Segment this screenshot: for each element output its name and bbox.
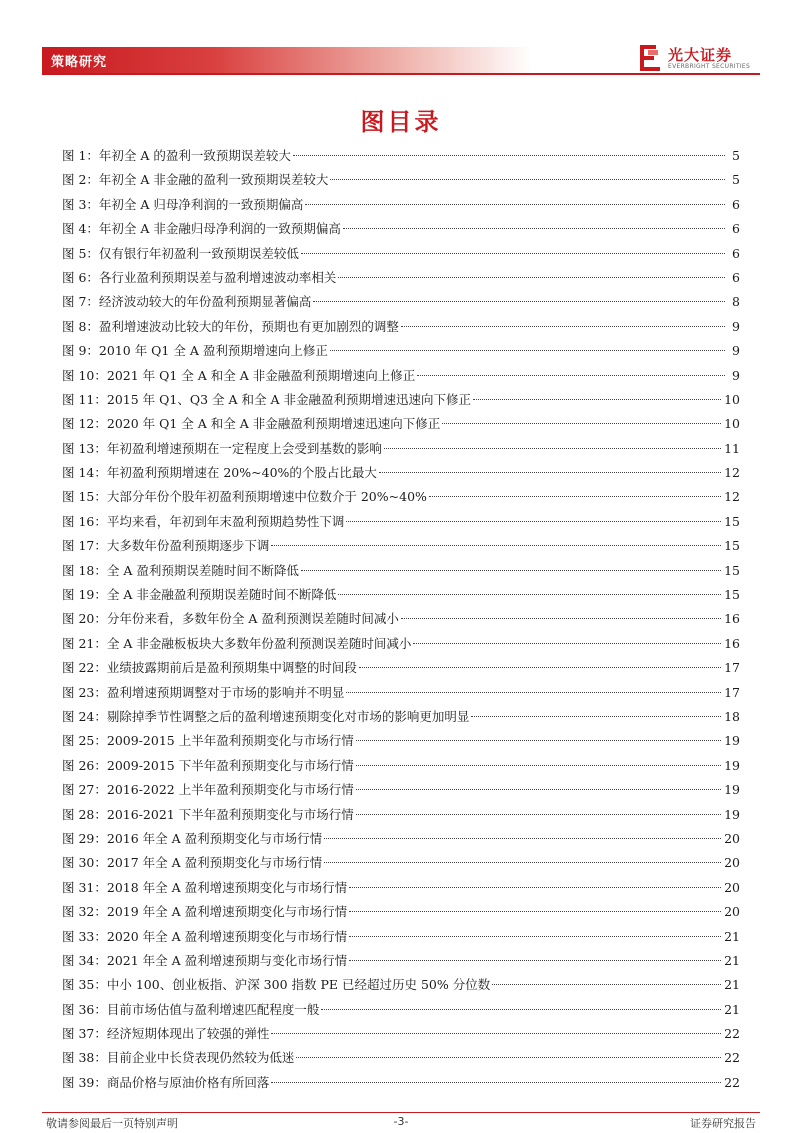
toc-dot-leader [384, 448, 721, 449]
toc-entry-page: 11 [724, 440, 740, 456]
toc-entry-label: 图 29：2016 年全 A 盈利预期变化与市场行情 [62, 830, 323, 846]
toc-entry[interactable] [62, 1071, 740, 1095]
toc-entry-page: 19 [724, 733, 740, 749]
footer-rule [42, 1112, 760, 1113]
toc-dot-leader [343, 228, 725, 229]
toc-entry[interactable] [62, 803, 740, 827]
toc-entry[interactable] [62, 754, 740, 778]
toc-dot-leader [356, 765, 721, 766]
toc-entry[interactable] [62, 461, 740, 485]
toc-entry-label: 图 1：年初全 A 的盈利一致预期误差较大 [62, 148, 291, 163]
toc-entry[interactable] [62, 851, 740, 875]
toc-entry[interactable] [62, 998, 740, 1022]
toc-entry[interactable] [62, 1046, 740, 1070]
toc-entry-page: 21 [724, 1001, 740, 1017]
toc-entry-page: 15 [724, 587, 740, 603]
toc-entry-page: 17 [724, 684, 740, 700]
toc-entry[interactable] [62, 144, 740, 168]
toc-entry[interactable] [62, 583, 740, 607]
toc-dot-leader [401, 326, 725, 327]
toc-entry-label: 图 17：大多数年份盈利预期逐步下调 [62, 538, 270, 554]
toc-entry-label: 图 21：全 A 非金融板板块大多数年份盈利预测误差随时间减小 [62, 635, 412, 651]
toc-entry-label: 图 35：中小 100、创业板指、沪深 300 指数 PE 已经超过历史 50% 分位数 [62, 977, 491, 993]
toc-entry-label: 图 23：盈利增速预期调整对于市场的影响并不明显 [62, 684, 345, 700]
toc-entry[interactable] [62, 705, 740, 729]
toc-entry-page: 9 [732, 367, 740, 383]
toc-dot-leader [356, 814, 721, 815]
toc-dot-leader [471, 716, 721, 717]
toc-entry-page: 10 [724, 416, 740, 432]
toc-entry-page: 5 [732, 148, 740, 163]
toc-entry-label: 图 36：目前市场估值与盈利增速匹配程度一般 [62, 1001, 320, 1017]
toc-entry-page: 16 [724, 611, 740, 627]
toc-entry-page: 18 [724, 708, 740, 724]
toc-entry-page: 15 [724, 562, 740, 578]
toc-entry-page: 15 [724, 513, 740, 529]
toc-dot-leader [379, 472, 721, 473]
toc-entry-page: 21 [724, 977, 740, 993]
toc-entry-page: 19 [724, 757, 740, 773]
toc-entry-label: 图 12：2020 年 Q1 全 A 和全 A 非金融盈利预期增速迅速向下修正 [62, 416, 441, 432]
toc-entry[interactable] [62, 973, 740, 997]
everbright-logo-icon [638, 44, 662, 72]
toc-entry-page: 8 [732, 294, 740, 310]
toc-dot-leader [301, 253, 725, 254]
toc-entry-label: 图 8：盈利增速波动比较大的年份，预期也有更加剧烈的调整 [62, 318, 399, 334]
toc-dot-leader [338, 594, 721, 595]
toc-entry-label: 图 3：年初全 A 归母净利润的一致预期偏高 [62, 196, 304, 212]
toc-entry[interactable] [62, 168, 740, 192]
toc-entry-label: 图 20：分年份来看，多数年份全 A 盈利预测误差随时间减小 [62, 611, 399, 627]
toc-entry[interactable] [62, 534, 740, 558]
toc-dot-leader [429, 496, 721, 497]
toc-dot-leader [324, 862, 721, 863]
toc-entry[interactable] [62, 876, 740, 900]
toc-entry-page: 12 [724, 465, 740, 481]
toc-entry-page: 16 [724, 635, 740, 651]
toc-entry-label: 图 38：目前企业中长贷表现仍然较为低迷 [62, 1050, 295, 1066]
logo-text-cn: 光大证券 [668, 46, 733, 64]
toc-entry-label: 图 4：年初全 A 非金融归母净利润的一致预期偏高 [62, 221, 341, 237]
toc-entry-label: 图 6：各行业盈利预期误差与盈利增速波动率相关 [62, 269, 337, 285]
toc-entry[interactable] [62, 364, 740, 388]
toc-dot-leader [271, 1082, 721, 1083]
toc-entry-page: 15 [724, 538, 740, 554]
toc-entry-page: 6 [732, 245, 740, 261]
toc-dot-leader [356, 740, 721, 741]
footer-report-type: 证券研究报告 [690, 1117, 756, 1130]
toc-entry-page: 6 [732, 196, 740, 212]
toc-dot-leader [293, 155, 725, 156]
toc-entry[interactable] [62, 729, 740, 753]
toc-entry-label: 图 10：2021 年 Q1 全 A 和全 A 非金融盈利预期增速向上修正 [62, 367, 416, 383]
toc-dot-leader [330, 350, 725, 351]
toc-entry-label: 图 14：年初盈利预期增速在 20%~40%的个股占比最大 [62, 465, 377, 481]
toc-entry-label: 图 18：全 A 盈利预期误差随时间不断降低 [62, 562, 299, 578]
toc-dot-leader [271, 1033, 721, 1034]
toc-entry-page: 22 [724, 1074, 740, 1090]
toc-entry[interactable] [62, 412, 740, 436]
toc-entry-label: 图 31：2018 年全 A 盈利增速预期变化与市场行情 [62, 879, 348, 895]
toc-entry-label: 图 22：业绩披露期前后是盈利预期集中调整的时间段 [62, 660, 357, 676]
toc-dot-leader [349, 936, 721, 937]
toc-entry-page: 20 [724, 879, 740, 895]
toc-dot-leader [442, 423, 721, 424]
toc-entry[interactable] [62, 242, 740, 266]
toc-entry-label: 图 7：经济波动较大的年份盈利预期显著偏高 [62, 294, 312, 310]
toc-entry-page: 20 [724, 904, 740, 920]
toc-dot-leader [349, 911, 721, 912]
toc-entry-label: 图 30：2017 年全 A 盈利预期变化与市场行情 [62, 855, 323, 871]
toc-entry[interactable] [62, 388, 740, 412]
toc-entry-label: 图 34：2021 年全 A 盈利增速预期与变化市场行情 [62, 952, 348, 968]
toc-entry[interactable] [62, 900, 740, 924]
toc-entry-label: 图 37：经济短期体现出了较强的弹性 [62, 1026, 270, 1042]
toc-entry[interactable] [62, 681, 740, 705]
toc-dot-leader [321, 1009, 721, 1010]
toc-entry[interactable] [62, 193, 740, 217]
toc-entry[interactable] [62, 485, 740, 509]
toc-entry-label: 图 13：年初盈利增速预期在一定程度上会受到基数的影响 [62, 440, 382, 456]
toc-entry[interactable] [62, 949, 740, 973]
toc-entry[interactable] [62, 290, 740, 314]
toc-entry-label: 图 39：商品价格与原油价格有所回落 [62, 1074, 270, 1090]
toc-dot-leader [346, 692, 721, 693]
toc-dot-leader [356, 789, 721, 790]
toc-dot-leader [305, 204, 725, 205]
toc-entry[interactable] [62, 656, 740, 680]
page-number: -3- [393, 1115, 409, 1128]
toc-entry-label: 图 25：2009-2015 上半年盈利预期变化与市场行情 [62, 733, 354, 749]
toc-entry[interactable] [62, 827, 740, 851]
everbright-logo [638, 42, 760, 74]
toc-entry[interactable] [62, 778, 740, 802]
toc-dot-leader [301, 570, 721, 571]
toc-entry-label: 图 11：2015 年 Q1、Q3 全 A 和全 A 非金融盈利预期增速迅速向下修正 [62, 391, 471, 407]
toc-entry-page: 20 [724, 855, 740, 871]
toc-entry-label: 图 24：剔除掉季节性调整之后的盈利增速预期变化对市场的影响更加明显 [62, 708, 470, 724]
toc-entry-page: 22 [724, 1050, 740, 1066]
toc-entry-label: 图 9：2010 年 Q1 全 A 盈利预期增速向上修正 [62, 343, 328, 359]
figure-table-of-contents [62, 144, 740, 1095]
toc-dot-leader [313, 301, 725, 302]
toc-dot-leader [349, 960, 721, 961]
toc-dot-leader [359, 667, 721, 668]
toc-entry[interactable] [62, 266, 740, 290]
toc-entry[interactable] [62, 510, 740, 534]
footer-disclaimer: 敬请参阅最后一页特别声明 [46, 1117, 178, 1130]
toc-dot-leader [330, 179, 725, 180]
section-label: 策略研究 [51, 55, 108, 70]
toc-entry-label: 图 28：2016-2021 下半年盈利预期变化与市场行情 [62, 806, 354, 822]
toc-entry-label: 图 19：全 A 非金融盈利预期误差随时间不断降低 [62, 587, 337, 603]
toc-entry-page: 20 [724, 830, 740, 846]
toc-dot-leader [401, 618, 721, 619]
toc-entry-page: 5 [732, 172, 740, 188]
toc-dot-leader [296, 1057, 721, 1058]
toc-entry-page: 19 [724, 782, 740, 798]
toc-entry-label: 图 5：仅有银行年初盈利一致预期误差较低 [62, 245, 299, 261]
toc-entry[interactable] [62, 632, 740, 656]
toc-entry[interactable] [62, 217, 740, 241]
toc-entry-page: 22 [724, 1026, 740, 1042]
toc-entry[interactable] [62, 339, 740, 363]
toc-dot-leader [349, 887, 721, 888]
toc-dot-leader [271, 545, 721, 546]
toc-entry-page: 10 [724, 391, 740, 407]
toc-entry[interactable] [62, 315, 740, 339]
toc-entry-page: 21 [724, 928, 740, 944]
toc-entry-label: 图 15：大部分年份个股年初盈利预期增速中位数介于 20%~40% [62, 489, 427, 505]
toc-entry-page: 9 [732, 318, 740, 334]
toc-dot-leader [338, 277, 725, 278]
toc-entry-page: 19 [724, 806, 740, 822]
page-title: 图目录 [360, 108, 442, 136]
toc-dot-leader [417, 375, 725, 376]
toc-dot-leader [413, 643, 721, 644]
toc-entry-label: 图 2：年初全 A 非金融的盈利一致预期误差较大 [62, 172, 329, 188]
toc-entry-label: 图 26：2009-2015 下半年盈利预期变化与市场行情 [62, 757, 354, 773]
toc-entry-page: 21 [724, 952, 740, 968]
toc-entry-label: 图 33：2020 年全 A 盈利增速预期变化与市场行情 [62, 928, 348, 944]
toc-entry[interactable] [62, 607, 740, 631]
toc-dot-leader [346, 521, 721, 522]
toc-entry[interactable] [62, 925, 740, 949]
toc-dot-leader [473, 399, 721, 400]
toc-dot-leader [324, 838, 721, 839]
toc-entry-page: 6 [732, 269, 740, 285]
toc-dot-leader [492, 984, 721, 985]
toc-entry-page: 6 [732, 221, 740, 237]
toc-entry[interactable] [62, 1022, 740, 1046]
toc-entry-page: 9 [732, 343, 740, 359]
logo-text-en: EVERBRIGHT SECURITIES [668, 63, 751, 70]
toc-entry-label: 图 32：2019 年全 A 盈利增速预期变化与市场行情 [62, 904, 348, 920]
header-band [42, 47, 532, 73]
toc-entry-label: 图 16：平均来看，年初到年末盈利预期趋势性下调 [62, 513, 345, 529]
toc-entry-label: 图 27：2016-2022 上半年盈利预期变化与市场行情 [62, 782, 354, 798]
toc-entry[interactable] [62, 559, 740, 583]
toc-entry[interactable] [62, 437, 740, 461]
toc-entry-page: 12 [724, 489, 740, 505]
toc-entry-page: 17 [724, 660, 740, 676]
